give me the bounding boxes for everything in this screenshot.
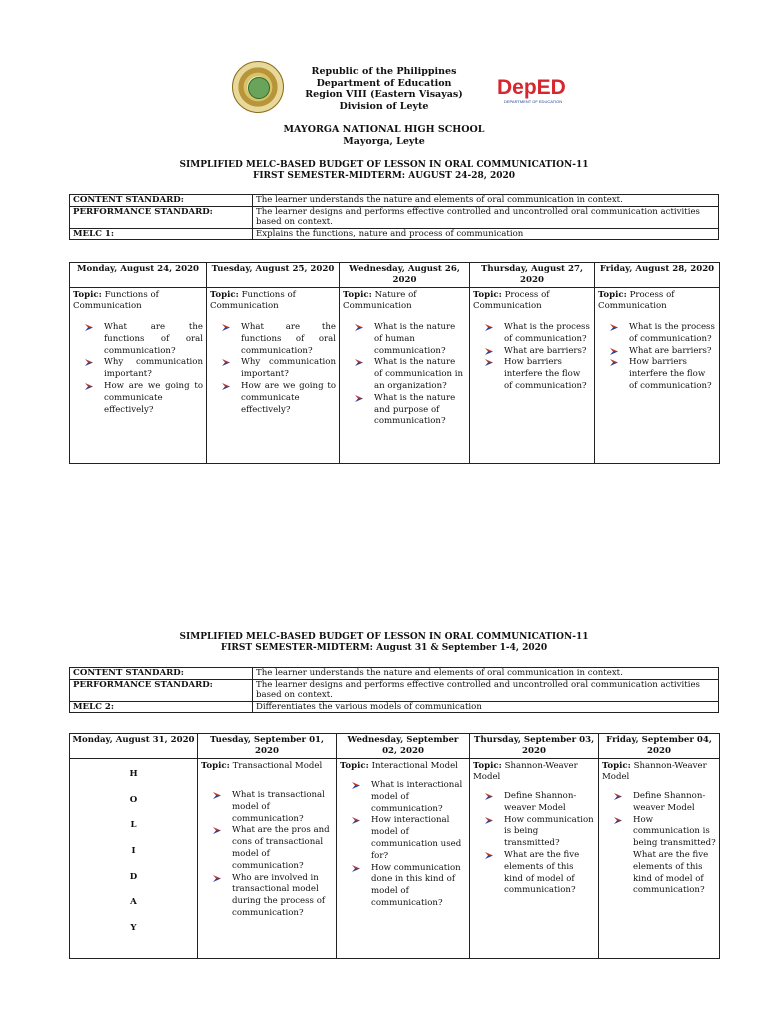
- melc-value: Differentiates the various models of communication: [253, 701, 719, 713]
- question-list: [602, 791, 716, 897]
- question-text: How communication done in this kind of model of communication?: [371, 862, 461, 908]
- question-list: [210, 322, 336, 416]
- question-text: What are barriers?: [504, 345, 587, 356]
- arrow-bullet-icon: [213, 827, 221, 834]
- topic-label: Topic:: [473, 290, 502, 300]
- day-cell: [340, 288, 470, 464]
- arrow-bullet-icon: [610, 348, 618, 355]
- question-text: What are the functions of oral communication?: [104, 322, 203, 356]
- arrow-bullet-icon: [355, 359, 363, 366]
- section-1-title: [0, 160, 768, 182]
- day-cell: [595, 288, 720, 464]
- header-line-2: Department of Education: [316, 77, 452, 89]
- arrow-bullet-icon: [352, 817, 360, 824]
- question-text: What is the process of communication?: [629, 322, 715, 344]
- section-2-title-line-2: FIRST SEMESTER-MIDTERM: August 31 & September 1-4, 2020: [220, 643, 548, 653]
- question-item: [210, 322, 336, 357]
- holiday-letters: [73, 769, 194, 949]
- question-text: What is the nature of human communication?: [374, 322, 456, 356]
- section-1-title-line-1: SIMPLIFIED MELC-BASED BUDGET OF LESSON IN ORAL COMMUNICATION-11: [179, 160, 589, 170]
- question-item: [201, 873, 333, 920]
- section-2-title: [0, 632, 768, 654]
- holiday-letter: A: [130, 897, 137, 908]
- question-text: How are we going to communicate effectively?: [241, 380, 336, 415]
- day-header: Monday, August 31, 2020: [70, 734, 198, 759]
- topic-text: Functions of Communication: [73, 290, 159, 311]
- melc-label: MELC 2:: [70, 701, 253, 713]
- question-list: [340, 780, 466, 910]
- day-cell: [599, 759, 720, 959]
- question-item: [73, 322, 203, 357]
- holiday-letter: D: [129, 871, 138, 882]
- question-text: What is interactional model of communication?: [371, 780, 463, 814]
- day-header: Wednesday, August 26, 2020: [340, 263, 470, 288]
- melc-value: Explains the functions, nature and process of communication: [253, 228, 719, 240]
- question-text: How barriers interfere the flow of communication?: [629, 357, 712, 391]
- question-item: [201, 825, 333, 872]
- deped-logo-text: DepED: [497, 76, 566, 99]
- topic-text: Process of Communication: [598, 290, 675, 311]
- arrow-bullet-icon: [485, 793, 493, 800]
- day-header: Friday, August 28, 2020: [595, 263, 720, 288]
- question-item: [340, 815, 466, 862]
- question-item: [598, 357, 716, 392]
- question-list: [201, 790, 333, 920]
- question-item: [602, 815, 716, 898]
- arrow-bullet-icon: [222, 359, 230, 366]
- content-standard-value: The learner understands the nature and elements of oral communication in context.: [253, 668, 719, 680]
- question-item: [473, 791, 595, 815]
- question-item: [73, 357, 203, 381]
- question-text: What is the nature and purpose of communication?: [374, 392, 456, 427]
- question-item: [210, 381, 336, 416]
- topic-line: [473, 290, 591, 312]
- question-item: [201, 790, 333, 825]
- holiday-letter: I: [131, 846, 136, 857]
- question-item: [473, 850, 595, 897]
- arrow-bullet-icon: [614, 793, 622, 800]
- question-item: [343, 322, 466, 357]
- topic-line: [602, 761, 716, 783]
- arrow-bullet-icon: [610, 324, 618, 331]
- topic-line: [598, 290, 716, 312]
- arrow-bullet-icon: [485, 852, 493, 859]
- topic-label: Topic:: [598, 290, 627, 300]
- school-town: Mayorga, Leyte: [343, 135, 425, 147]
- topic-line: [473, 761, 595, 783]
- question-text: What are the pros and cons of transactional model of communication?: [232, 825, 330, 871]
- question-text: What is transactional model of communication?: [232, 790, 325, 824]
- section-2-days-table: [69, 733, 720, 959]
- topic-line: [73, 290, 203, 312]
- topic-label: Topic:: [73, 290, 102, 300]
- topic-line: [201, 761, 333, 772]
- performance-standard-value: The learner designs and performs effective controlled and uncontrolled oral communication activities based on context.: [253, 679, 719, 701]
- arrow-bullet-icon: [222, 383, 230, 390]
- question-item: [602, 791, 716, 815]
- performance-standard-value: The learner designs and performs effective controlled and uncontrolled oral communication activities based on context.: [253, 206, 719, 228]
- content-standard-label: CONTENT STANDARD:: [70, 195, 253, 207]
- topic-label: Topic:: [602, 761, 631, 771]
- content-standard-value: The learner understands the nature and elements of oral communication in context.: [253, 195, 719, 207]
- day-cell: [337, 759, 470, 959]
- question-text: Why communication important?: [241, 357, 336, 380]
- question-text: What is the process of communication?: [504, 322, 590, 344]
- day-cell: [470, 759, 599, 959]
- question-item: [473, 815, 595, 850]
- day-cell: [70, 288, 207, 464]
- question-list: [73, 322, 203, 416]
- arrow-bullet-icon: [610, 359, 618, 366]
- day-cell: [198, 759, 337, 959]
- question-text: What are barriers?: [629, 345, 712, 356]
- holiday-cell: [70, 759, 198, 959]
- day-header: Wednesday, September 02, 2020: [337, 734, 470, 759]
- day-header: Thursday, September 03, 2020: [470, 734, 599, 759]
- topic-text: Functions of Communication: [210, 290, 296, 311]
- question-item: [340, 780, 466, 815]
- header-line-3: Region VIII (Eastern Visayas): [305, 89, 463, 100]
- holiday-letter: H: [129, 769, 138, 779]
- arrow-bullet-icon: [614, 817, 622, 824]
- topic-text: Nature of Communication: [343, 290, 417, 311]
- question-text: How barriers interfere the flow of communication?: [504, 357, 587, 391]
- header-line-1: Republic of the Philippines: [311, 66, 457, 77]
- performance-standard-label: PERFORMANCE STANDARD:: [70, 206, 253, 228]
- arrow-bullet-icon: [485, 348, 493, 355]
- holiday-letter: L: [130, 820, 137, 831]
- section-1-days-table: [69, 262, 720, 464]
- arrow-bullet-icon: [352, 782, 360, 789]
- question-text: How communication is being transmitted?: [504, 814, 594, 849]
- question-text: Define Shannon-weaver Model: [504, 791, 577, 813]
- topic-label: Topic:: [201, 761, 230, 771]
- question-item: [210, 357, 336, 381]
- arrow-bullet-icon: [85, 324, 93, 331]
- topic-line: [340, 761, 466, 772]
- topic-label: Topic:: [343, 290, 372, 300]
- question-item: [598, 346, 716, 358]
- topic-text: Transactional Model: [232, 761, 323, 771]
- section-1-title-line-2: FIRST SEMESTER-MIDTERM: AUGUST 24-28, 2020: [252, 171, 516, 181]
- melc-label: MELC 1:: [70, 228, 253, 240]
- section-2-title-line-1: SIMPLIFIED MELC-BASED BUDGET OF LESSON IN ORAL COMMUNICATION-11: [179, 632, 589, 642]
- question-item: [473, 322, 591, 346]
- topic-line: [210, 290, 336, 312]
- question-list: [598, 322, 716, 393]
- holiday-letter: O: [129, 794, 138, 805]
- question-item: [343, 357, 466, 392]
- arrow-bullet-icon: [355, 324, 363, 331]
- arrow-bullet-icon: [213, 875, 221, 882]
- day-header: Tuesday, September 01, 2020: [198, 734, 337, 759]
- question-list: [473, 791, 595, 897]
- deped-logo-subtext: DEPARTMENT OF EDUCATION: [504, 99, 563, 104]
- arrow-bullet-icon: [352, 865, 360, 872]
- arrow-bullet-icon: [222, 324, 230, 331]
- question-item: [343, 393, 466, 428]
- arrow-bullet-icon: [85, 359, 93, 366]
- question-text: What is the nature of communication in an organization?: [374, 357, 464, 391]
- question-text: Why communication important?: [104, 357, 203, 380]
- school-block: [0, 124, 768, 147]
- question-text: How communication is being transmitted? What are the five elements of this kind of model of communication?: [633, 814, 716, 896]
- arrow-bullet-icon: [485, 324, 493, 331]
- question-text: How are we going to communicate effectively?: [104, 380, 203, 415]
- topic-label: Topic:: [340, 761, 369, 771]
- arrow-bullet-icon: [85, 383, 93, 390]
- arrow-bullet-icon: [355, 395, 363, 402]
- question-text: How interactional model of communication used for?: [371, 815, 462, 861]
- section-1-standards-table: [69, 194, 719, 240]
- topic-text: Interactional Model: [371, 761, 458, 771]
- question-item: [340, 863, 466, 910]
- question-item: [73, 381, 203, 416]
- topic-label: Topic:: [473, 761, 502, 771]
- section-2-standards-table: [69, 667, 719, 713]
- performance-standard-label: PERFORMANCE STANDARD:: [70, 679, 253, 701]
- question-item: [473, 346, 591, 358]
- question-text: Who are involved in transactional model during the process of communication?: [232, 872, 326, 918]
- question-list: [473, 322, 591, 393]
- topic-text: Shannon-Weaver Model: [602, 761, 707, 782]
- topic-text: Process of Communication: [473, 290, 550, 311]
- day-cell: [470, 288, 595, 464]
- day-cell: [207, 288, 340, 464]
- deped-logo: [496, 72, 566, 106]
- arrow-bullet-icon: [485, 359, 493, 366]
- day-header: Friday, September 04, 2020: [599, 734, 720, 759]
- question-text: What are the five elements of this kind of model of communication?: [504, 849, 580, 896]
- arrow-bullet-icon: [485, 817, 493, 824]
- holiday-letter: Y: [130, 923, 137, 934]
- school-name: MAYORGA NATIONAL HIGH SCHOOL: [283, 124, 485, 135]
- arrow-bullet-icon: [213, 792, 221, 799]
- question-list: [343, 322, 466, 428]
- topic-text: Shannon-Weaver Model: [473, 761, 578, 782]
- question-item: [473, 357, 591, 392]
- question-text: What are the functions of oral communication?: [241, 322, 336, 356]
- day-header: Monday, August 24, 2020: [70, 263, 207, 288]
- content-standard-label: CONTENT STANDARD:: [70, 668, 253, 680]
- agency-header: [0, 66, 768, 112]
- question-item: [598, 322, 716, 346]
- question-text: Define Shannon-weaver Model: [633, 791, 706, 813]
- day-header: Thursday, August 27, 2020: [470, 263, 595, 288]
- topic-label: Topic:: [210, 290, 239, 300]
- day-header: Tuesday, August 25, 2020: [207, 263, 340, 288]
- header-line-4: Division of Leyte: [339, 100, 429, 112]
- topic-line: [343, 290, 466, 312]
